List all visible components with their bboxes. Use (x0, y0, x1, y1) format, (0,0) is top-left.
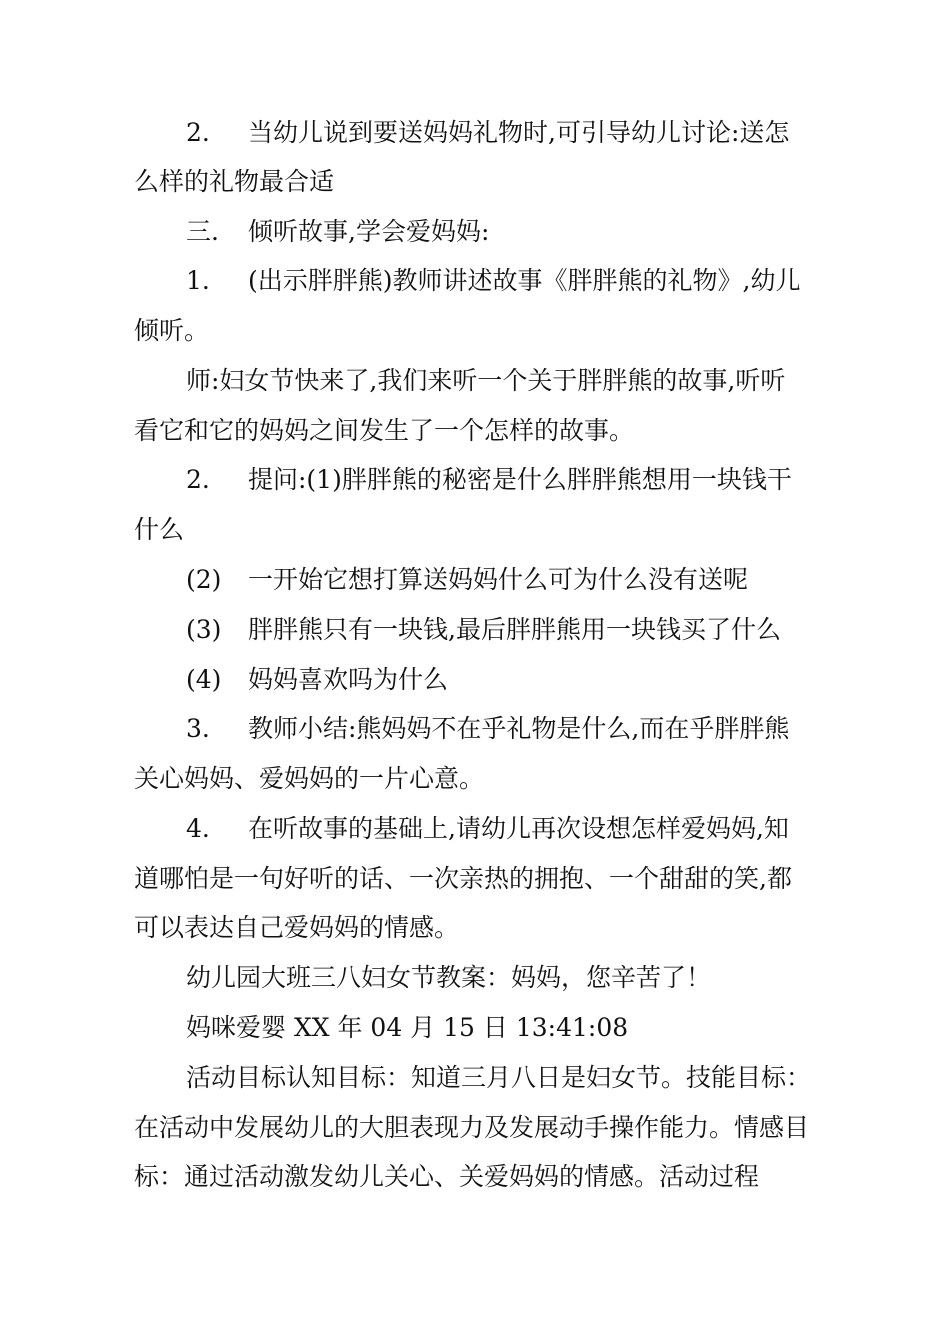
item-text: 妈妈喜欢吗为什么 (248, 665, 449, 694)
paragraph: 师:妇女节快来了,我们来听一个关于胖胖熊的故事,听听 (186, 366, 786, 395)
item-text: 当幼儿说到要送妈妈礼物时,可引导幼儿讨论:送怎 (248, 118, 790, 147)
item-continuation: 么样的礼物最合适 (134, 167, 335, 196)
item-number: (4) (186, 665, 222, 694)
item-text: (出示胖胖熊)教师讲述故事《胖胖熊的礼物》,幼儿 (248, 266, 801, 295)
item-number: 4. (186, 814, 210, 843)
paragraph-continuation: 在活动中发展幼儿的大胆表现力及发展动手操作能力。情感目 (134, 1113, 810, 1142)
item-number: 2. (186, 465, 210, 494)
item-continuation: 可以表达自己爱妈妈的情感。 (134, 913, 460, 942)
item-text: 一开始它想打算送妈妈什么可为什么没有送呢 (248, 565, 749, 594)
item-text: 在听故事的基础上,请幼儿再次设想怎样爱妈妈,知 (248, 814, 789, 843)
item-number: (2) (186, 565, 222, 594)
item-continuation: 道哪怕是一句好听的话、一次亲热的拥抱、一个甜甜的笑,都 (134, 864, 792, 893)
paragraph-continuation: 看它和它的妈妈之间发生了一个怎样的故事。 (134, 416, 635, 445)
item-continuation: 什么 (134, 515, 185, 544)
article-byline: 妈咪爱婴 XX 年 04 月 15 日 13:41:08 (186, 1013, 629, 1042)
paragraph-continuation: 标：通过活动激发幼儿关心、关爱妈妈的情感。活动过程 (134, 1162, 760, 1191)
article-title: 幼儿园大班三八妇女节教案：妈妈，您辛苦了！ (186, 963, 712, 992)
paragraph: 活动目标认知目标：知道三月八日是妇女节。技能目标： (186, 1063, 812, 1092)
item-number: 3. (186, 714, 210, 743)
item-text: 教师小结:熊妈妈不在乎礼物是什么,而在乎胖胖熊 (248, 714, 790, 743)
item-text: 提问:(1)胖胖熊的秘密是什么胖胖熊想用一块钱干 (248, 465, 792, 494)
item-continuation: 关心妈妈、爱妈妈的一片心意。 (134, 764, 485, 793)
section-title: 倾听故事,学会爱妈妈: (248, 217, 490, 246)
section-number: 三. (186, 217, 219, 246)
item-number: 2. (186, 118, 210, 147)
item-continuation: 倾听。 (134, 316, 210, 345)
item-number: (3) (186, 615, 222, 644)
item-number: 1. (186, 266, 210, 295)
item-text: 胖胖熊只有一块钱,最后胖胖熊用一块钱买了什么 (248, 615, 781, 644)
